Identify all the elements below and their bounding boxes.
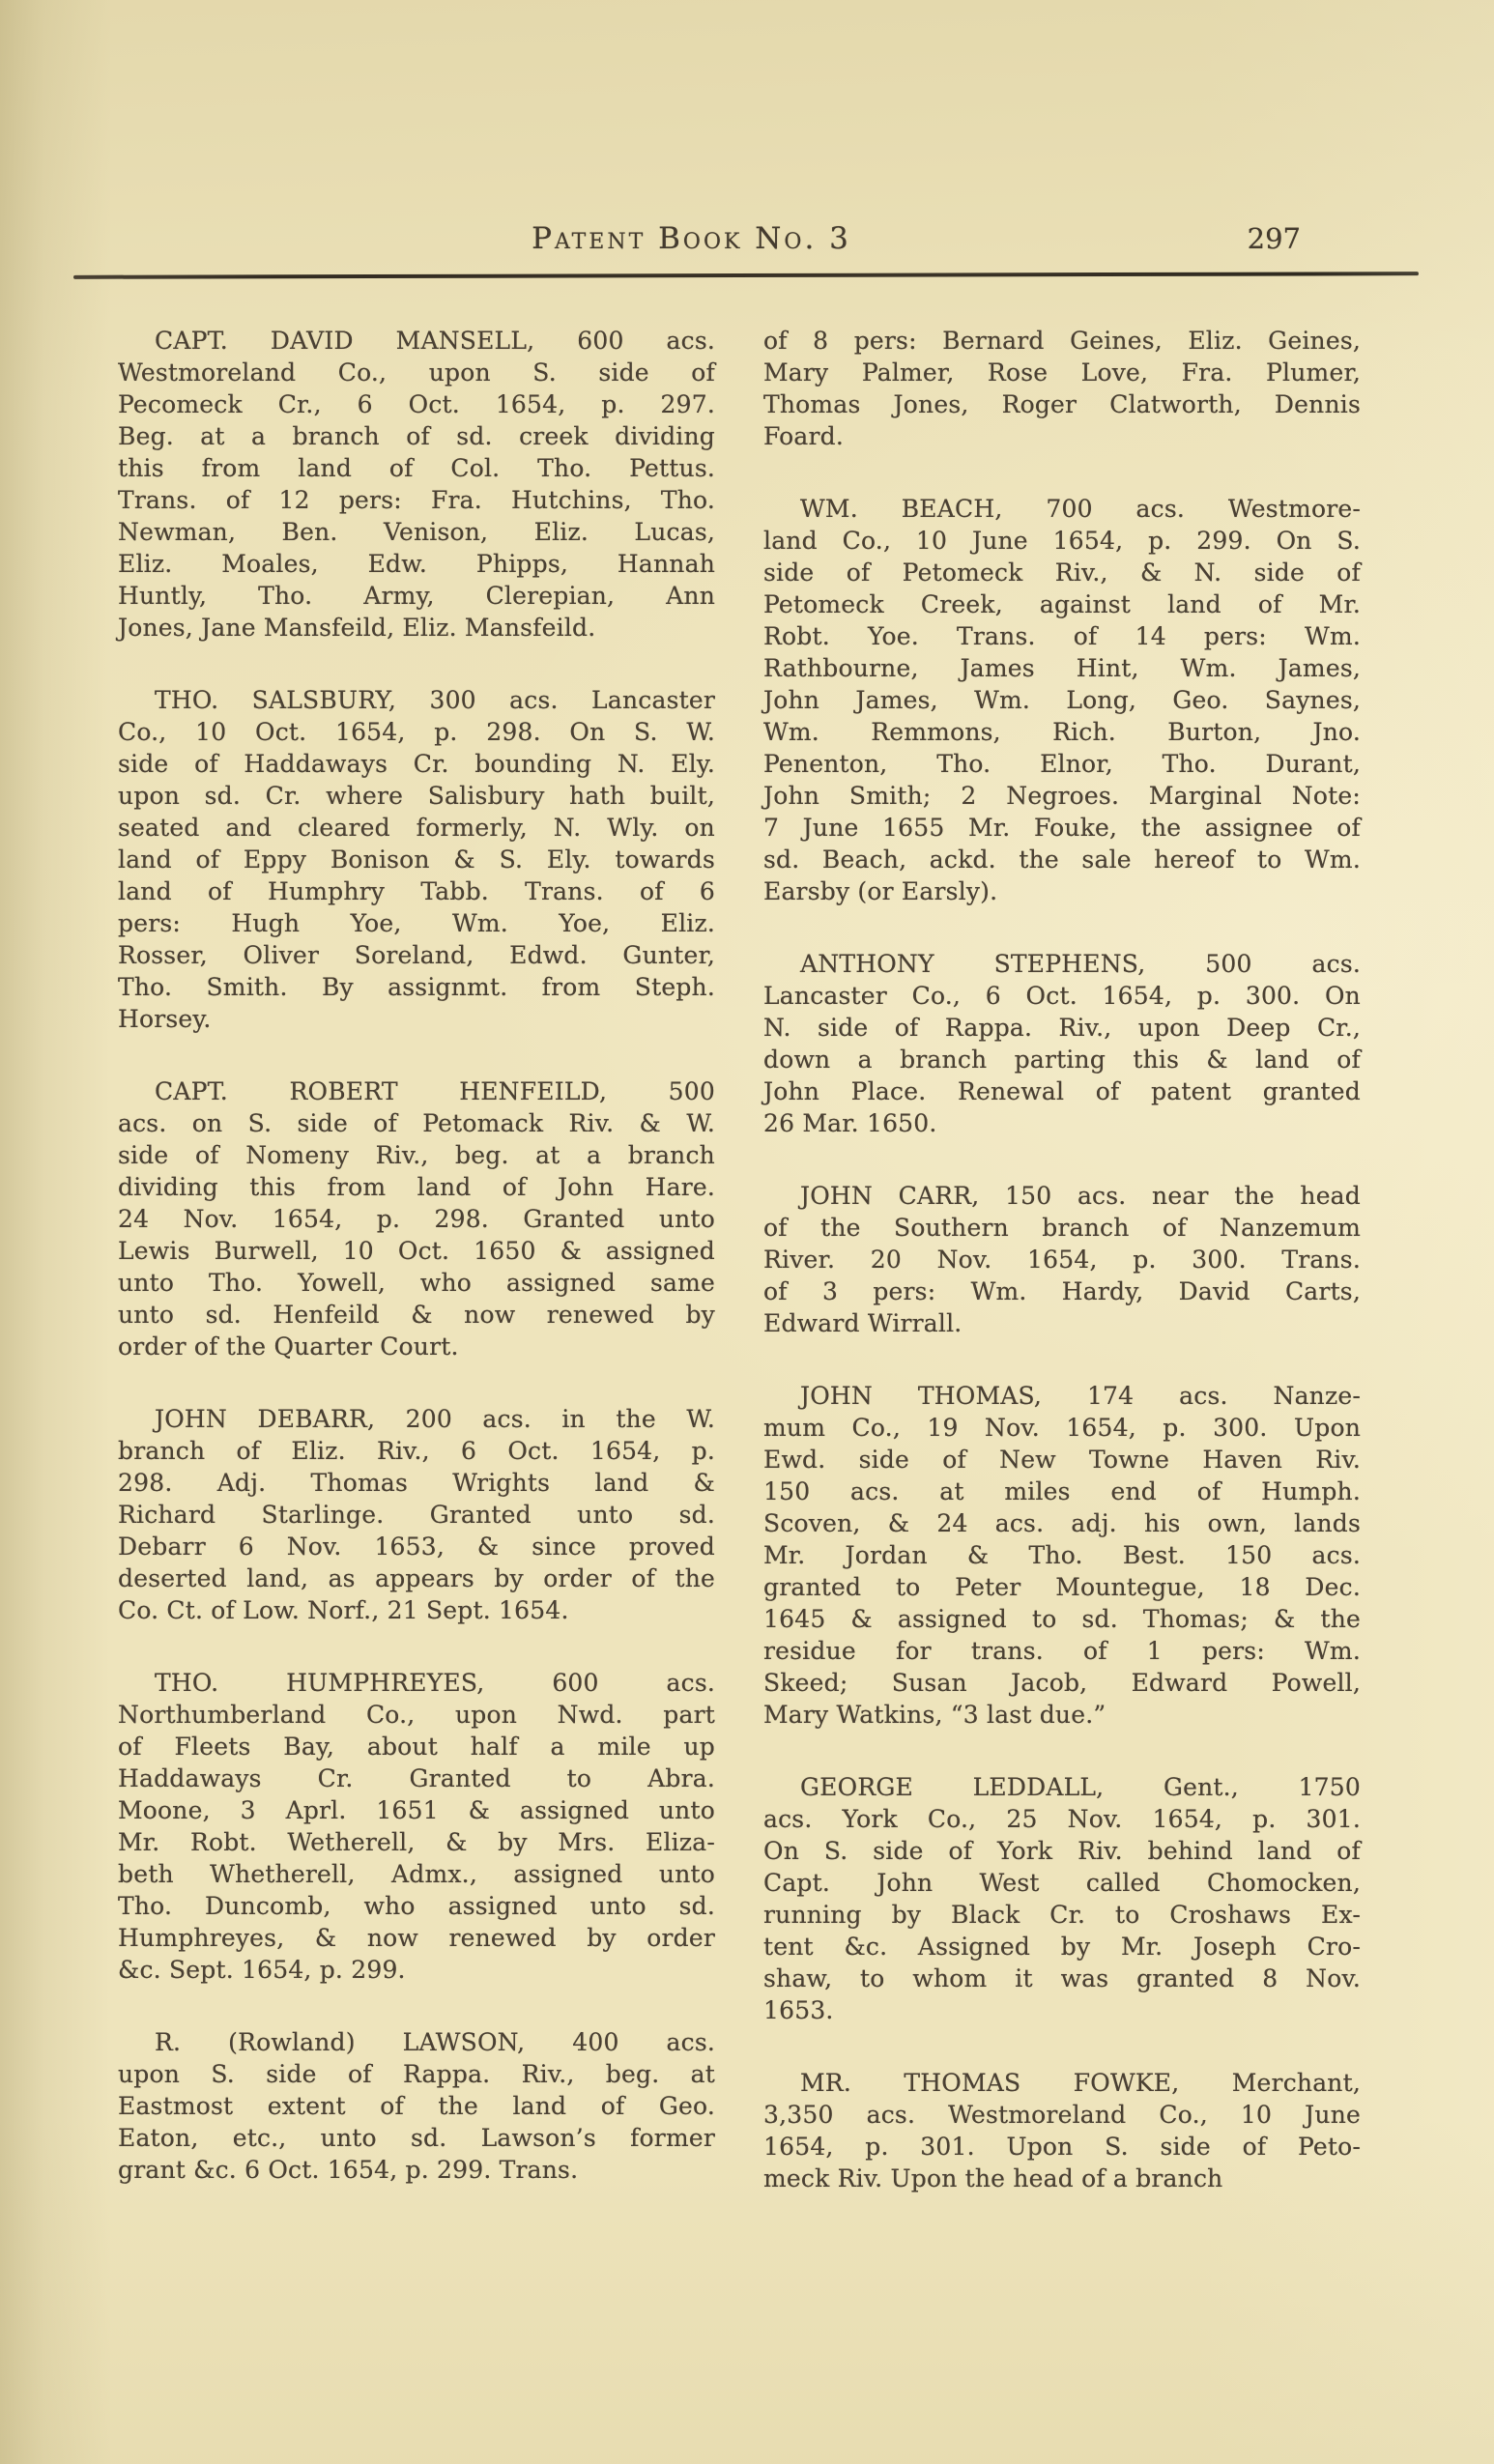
patent-entry [118, 1667, 715, 1986]
text-line: 298. Adj. Thomas Wrights land & [118, 1469, 715, 1497]
text-line: side of Haddaways Cr. bounding N. Ely. [118, 750, 715, 778]
text-line: Ewd. side of New Towne Haven Riv. [763, 1446, 1361, 1474]
text-line: On S. side of York Riv. behind land of [763, 1837, 1361, 1865]
text-line: River. 20 Nov. 1654, p. 300. Trans. [763, 1246, 1361, 1274]
text-line: CAPT. ROBERT HENFEILD, 500 [155, 1077, 715, 1105]
text-line: MR. THOMAS FOWKE, Merchant, [800, 2069, 1361, 2097]
text-line: Haddaways Cr. Granted to Abra. [118, 1764, 715, 1792]
text-line: pers: Hugh Yoe, Wm. Yoe, Eliz. [118, 909, 715, 937]
patent-entry [763, 948, 1361, 1139]
text-line: JOHN THOMAS, 174 acs. Nanze- [800, 1382, 1361, 1410]
text-line: acs. York Co., 25 Nov. 1654, p. 301. [763, 1805, 1361, 1833]
text-line: 26 Mar. 1650. [763, 1109, 937, 1137]
text-line: unto sd. Henfeild & now renewed by [118, 1301, 715, 1329]
text-line: Wm. Remmons, Rich. Burton, Jno. [763, 718, 1361, 746]
text-line: Humphreyes, & now renewed by order [118, 1924, 715, 1952]
text-line: 150 acs. at miles end of Humph. [763, 1477, 1361, 1505]
page-header [82, 221, 1301, 262]
text-line: Mary Palmer, Rose Love, Fra. Plumer, [763, 358, 1361, 387]
text-line: order of the Quarter Court. [118, 1332, 459, 1361]
text-line: seated and cleared formerly, N. Wly. on [118, 814, 715, 842]
text-line: Debarr 6 Nov. 1653, & since proved [118, 1533, 715, 1561]
text-line: &c. Sept. 1654, p. 299. [118, 1956, 406, 1984]
page-number: 297 [1247, 222, 1301, 255]
text-line: THO. HUMPHREYES, 600 acs. [155, 1669, 715, 1697]
text-line: side of Nomeny Riv., beg. at a branch [118, 1141, 715, 1169]
text-line: Edward Wirrall. [763, 1309, 962, 1337]
text-line: Trans. of 12 pers: Fra. Hutchins, Tho. [118, 486, 715, 514]
text-line: land of Humphry Tabb. Trans. of 6 [118, 877, 715, 905]
right-column [763, 325, 1361, 2194]
text-line: Penenton, Tho. Elnor, Tho. Durant, [763, 750, 1361, 778]
patent-entry [118, 2026, 715, 2186]
text-line: R. (Rowland) LAWSON, 400 acs. [155, 2028, 715, 2056]
text-line: Mr. Robt. Wetherell, & by Mrs. Eliza- [118, 1828, 715, 1856]
text-line: upon S. side of Rappa. Riv., beg. at [118, 2060, 715, 2088]
text-line: Petomeck Creek, against land of Mr. [763, 590, 1361, 618]
text-line: Lancaster Co., 6 Oct. 1654, p. 300. On [763, 982, 1361, 1010]
text-line: Thomas Jones, Roger Clatworth, Dennis [763, 390, 1361, 418]
text-line: Foard. [763, 422, 845, 450]
text-line: Huntly, Tho. Army, Clerepian, Ann [118, 582, 715, 610]
text-line: 3,350 acs. Westmoreland Co., 10 June [763, 2101, 1361, 2129]
text-line: Tho. Smith. By assignmt. from Steph. [118, 973, 715, 1001]
text-line: deserted land, as appears by order of the [118, 1564, 715, 1592]
header-rule [73, 272, 1419, 279]
text-line: mum Co., 19 Nov. 1654, p. 300. Upon [763, 1414, 1361, 1442]
text-line: sd. Beach, ackd. the sale hereof to Wm. [763, 845, 1361, 874]
text-line: of the Southern branch of Nanzemum [763, 1214, 1361, 1242]
patent-entry [763, 1180, 1361, 1339]
text-line: grant &c. 6 Oct. 1654, p. 299. Trans. [118, 2156, 579, 2184]
text-line: John Place. Renewal of patent granted [763, 1077, 1361, 1105]
text-line: Co. Ct. of Low. Norf., 21 Sept. 1654. [118, 1596, 569, 1624]
patent-entry [763, 325, 1361, 452]
text-line: GEORGE LEDDALL, Gent., 1750 [800, 1773, 1361, 1801]
text-line: branch of Eliz. Riv., 6 Oct. 1654, p. [118, 1437, 715, 1465]
text-line: unto Tho. Yowell, who assigned same [118, 1269, 715, 1297]
text-line: Eaton, etc., unto sd. Lawson’s former [118, 2124, 715, 2152]
text-line: Rathbourne, James Hint, Wm. James, [763, 654, 1361, 682]
text-line: Earsby (or Earsly). [763, 877, 998, 905]
text-line: of 3 pers: Wm. Hardy, David Carts, [763, 1277, 1361, 1305]
text-line: land of Eppy Bonison & S. Ely. towards [118, 845, 715, 874]
text-line: granted to Peter Mountegue, 18 Dec. [763, 1573, 1361, 1601]
text-line: Capt. John West called Chomocken, [763, 1869, 1361, 1897]
text-line: shaw, to whom it was granted 8 Nov. [763, 1964, 1361, 1992]
text-line: dividing this from land of John Hare. [118, 1173, 715, 1201]
text-line: down a branch parting this & land of [763, 1046, 1361, 1074]
text-line: Horsey. [118, 1005, 212, 1033]
text-line: WM. BEACH, 700 acs. Westmore- [800, 495, 1361, 523]
text-line: of Fleets Bay, about half a mile up [118, 1733, 715, 1761]
text-line: THO. SALSBURY, 300 acs. Lancaster [155, 686, 715, 714]
text-line: 1653. [763, 1996, 834, 2024]
text-line: Westmoreland Co., upon S. side of [118, 358, 715, 387]
text-columns [118, 325, 1361, 2194]
patent-entry [118, 325, 715, 644]
text-line: Lewis Burwell, 10 Oct. 1650 & assigned [118, 1237, 715, 1265]
patent-entry [763, 2067, 1361, 2194]
text-line: land Co., 10 June 1654, p. 299. On S. [763, 527, 1361, 555]
text-line: Richard Starlinge. Granted unto sd. [118, 1501, 715, 1529]
patent-entry [763, 1771, 1361, 2026]
text-line: Mr. Jordan & Tho. Best. 150 acs. [763, 1541, 1361, 1569]
text-line: JOHN CARR, 150 acs. near the head [800, 1182, 1361, 1210]
patent-entry [763, 493, 1361, 907]
patent-entry [118, 684, 715, 1035]
text-line: Mary Watkins, “3 last due.” [763, 1701, 1106, 1729]
text-line: Beg. at a branch of sd. creek dividing [118, 422, 715, 450]
text-line: this from land of Col. Tho. Pettus. [118, 454, 715, 482]
text-line: 1654, p. 301. Upon S. side of Peto- [763, 2133, 1361, 2161]
text-line: JOHN DEBARR, 200 acs. in the W. [155, 1405, 715, 1433]
text-line: of 8 pers: Bernard Geines, Eliz. Geines, [763, 327, 1361, 355]
text-line: N. side of Rappa. Riv., upon Deep Cr., [763, 1014, 1361, 1042]
text-line: tent &c. Assigned by Mr. Joseph Cro- [763, 1933, 1361, 1961]
text-line: residue for trans. of 1 pers: Wm. [763, 1637, 1361, 1665]
text-line: acs. on S. side of Petomack Riv. & W. [118, 1109, 715, 1137]
text-line: side of Petomeck Riv., & N. side of [763, 559, 1361, 587]
text-line: 7 June 1655 Mr. Fouke, the assignee of [763, 814, 1361, 842]
patent-entry [118, 1075, 715, 1362]
text-line: 1645 & assigned to sd. Thomas; & the [763, 1605, 1361, 1633]
patent-entry [763, 1380, 1361, 1731]
text-line: Scoven, & 24 acs. adj. his own, lands [763, 1509, 1361, 1537]
text-line: Jones, Jane Mansfeild, Eliz. Mansfeild. [118, 614, 596, 642]
text-line: ANTHONY STEPHENS, 500 acs. [800, 950, 1361, 978]
text-line: Tho. Duncomb, who assigned unto sd. [118, 1892, 715, 1920]
text-line: Northumberland Co., upon Nwd. part [118, 1701, 715, 1729]
text-line: Skeed; Susan Jacob, Edward Powell, [763, 1669, 1361, 1697]
text-line: upon sd. Cr. where Salisbury hath built, [118, 782, 715, 810]
left-column [118, 325, 715, 2194]
text-line: Rosser, Oliver Soreland, Edwd. Gunter, [118, 941, 715, 969]
text-line: beth Whetherell, Admx., assigned unto [118, 1860, 715, 1888]
patent-entry [118, 1403, 715, 1626]
text-line: running by Black Cr. to Croshaws Ex- [763, 1901, 1361, 1929]
text-line: Moone, 3 Aprl. 1651 & assigned unto [118, 1796, 715, 1824]
page-title: Patent Book No. 3 [532, 221, 851, 256]
text-line: Eastmost extent of the land of Geo. [118, 2092, 715, 2120]
text-line: John James, Wm. Long, Geo. Saynes, [763, 686, 1361, 714]
text-line: CAPT. DAVID MANSELL, 600 acs. [155, 327, 715, 355]
text-line: Pecomeck Cr., 6 Oct. 1654, p. 297. [118, 390, 715, 418]
text-line: 24 Nov. 1654, p. 298. Granted unto [118, 1205, 715, 1233]
text-line: Co., 10 Oct. 1654, p. 298. On S. W. [118, 718, 715, 746]
text-line: Robt. Yoe. Trans. of 14 pers: Wm. [763, 622, 1361, 650]
text-line: meck Riv. Upon the head of a branch [763, 2164, 1223, 2192]
text-line: John Smith; 2 Negroes. Marginal Note: [763, 782, 1361, 810]
text-line: Eliz. Moales, Edw. Phipps, Hannah [118, 550, 715, 578]
text-line: Newman, Ben. Venison, Eliz. Lucas, [118, 518, 715, 546]
